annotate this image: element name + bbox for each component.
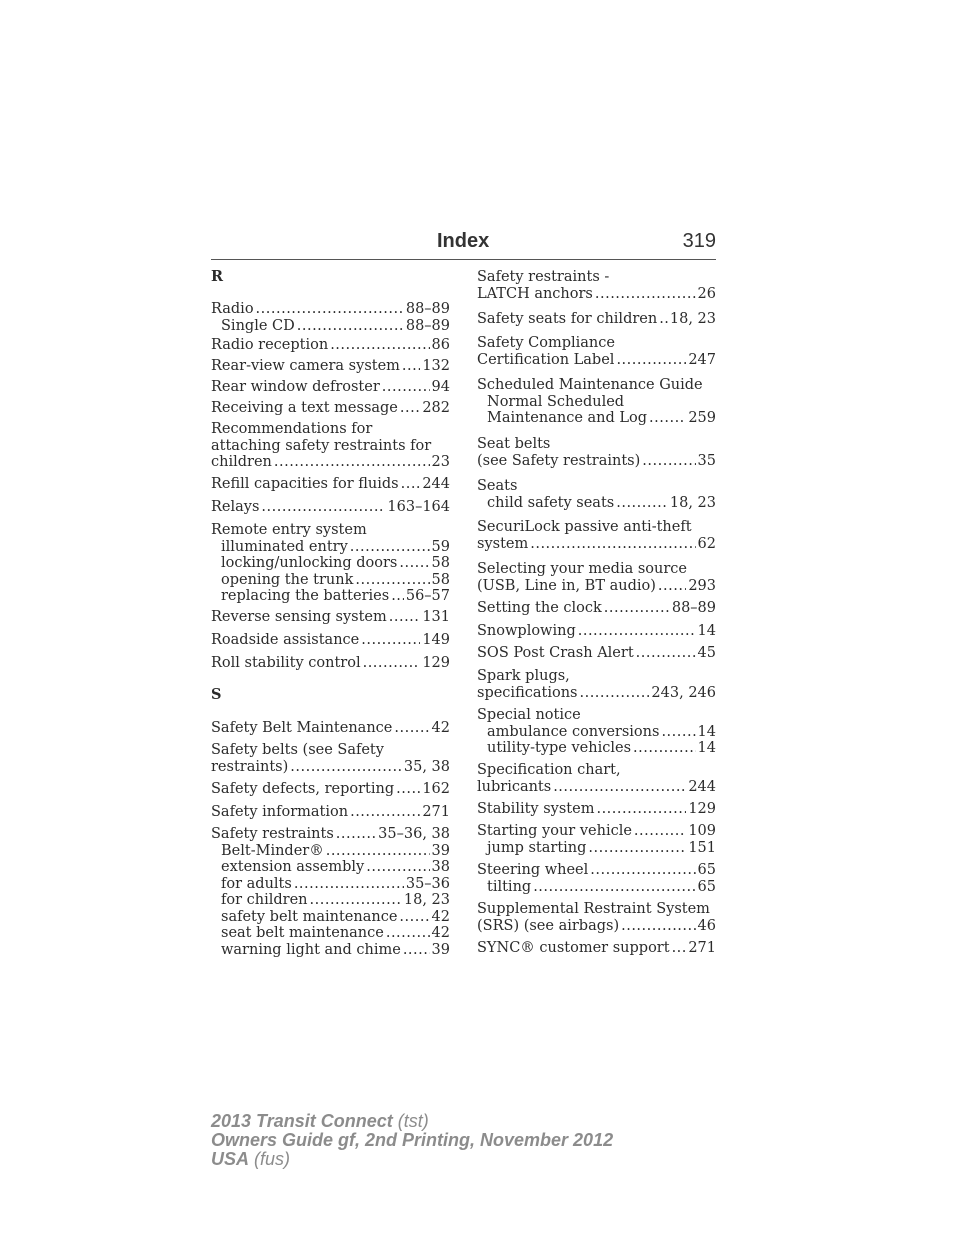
index-entry-line xyxy=(477,453,716,470)
page-reference: 129 xyxy=(422,655,450,671)
index-subentry-line xyxy=(211,876,450,893)
entry-text: illuminated entry xyxy=(221,538,348,555)
dot-leader xyxy=(649,410,686,427)
entry-text: Recommendations for xyxy=(211,421,373,437)
page-reference: 42 xyxy=(431,908,450,925)
index-entry-line xyxy=(477,685,716,702)
dot-leader xyxy=(256,301,404,318)
section-letter: S xyxy=(211,686,222,703)
page-reference: 35, 38 xyxy=(403,758,450,775)
dot-leader xyxy=(659,311,668,328)
entry-text: SOS Post Crash Alert xyxy=(477,645,634,661)
index-entry-line xyxy=(477,286,716,303)
page-reference: 14 xyxy=(697,740,716,756)
dot-leader xyxy=(297,318,404,335)
page-reference: 26 xyxy=(697,285,716,302)
dot-leader xyxy=(394,720,429,737)
index-entry-line xyxy=(477,578,716,595)
entry-text: Receiving a text message xyxy=(211,400,398,416)
index-entry xyxy=(477,762,716,795)
index-entry xyxy=(477,940,716,957)
page-reference: 42 xyxy=(431,925,450,941)
index-entry-line xyxy=(477,478,716,495)
dot-leader xyxy=(330,337,429,354)
index-entry-line xyxy=(477,436,716,453)
entry-text: Normal Scheduled xyxy=(487,393,625,410)
section-letter: R xyxy=(211,268,224,285)
entry-text: Reverse sensing system xyxy=(211,609,387,625)
page-reference: 282 xyxy=(422,400,450,416)
dot-leader xyxy=(355,572,429,589)
index-entry-line xyxy=(477,707,716,724)
entry-text: Setting the clock xyxy=(477,600,602,616)
index-entry xyxy=(211,655,450,672)
entry-text: opening the trunk xyxy=(221,571,354,588)
page-reference: 18, 23 xyxy=(669,311,716,327)
page-reference: 86 xyxy=(431,337,450,353)
dot-leader xyxy=(604,600,670,617)
entry-text: specifications xyxy=(477,684,578,701)
entry-text: ambulance conversions xyxy=(487,723,660,740)
page-header xyxy=(211,229,716,260)
page-reference: 58 xyxy=(431,571,450,588)
entry-text: (USB, Line in, BT audio) xyxy=(477,577,656,594)
index-entry xyxy=(211,609,450,626)
index-entry-line xyxy=(211,476,450,493)
dot-leader xyxy=(399,909,429,926)
index-entry-line xyxy=(477,762,716,779)
dot-leader xyxy=(658,578,686,595)
index-entry-line xyxy=(477,352,716,369)
dot-leader xyxy=(361,632,420,649)
index-entry xyxy=(211,804,450,821)
page-reference: 247 xyxy=(688,351,716,368)
dot-leader xyxy=(294,876,404,893)
dot-leader xyxy=(290,759,402,776)
dot-leader xyxy=(400,400,420,417)
index-entry-line xyxy=(211,655,450,672)
entry-text: Certification Label xyxy=(477,351,615,368)
index-entry-line xyxy=(211,379,450,396)
index-entry xyxy=(477,600,716,617)
dot-leader xyxy=(382,379,430,396)
dot-leader xyxy=(533,879,695,896)
entry-text: Special notice xyxy=(477,707,581,723)
page-reference: 23 xyxy=(431,454,450,470)
index-entry xyxy=(477,901,716,934)
dot-leader xyxy=(402,358,420,375)
index-entry-line xyxy=(477,335,716,352)
index-subentry-line xyxy=(211,539,450,556)
dot-leader xyxy=(553,779,686,796)
entry-text: Safety seats for children xyxy=(477,311,658,327)
dot-leader xyxy=(350,539,430,556)
index-subentry-line xyxy=(211,925,450,942)
index-entry-line xyxy=(477,536,716,553)
page-reference: 18, 23 xyxy=(403,892,450,908)
index-entry-line xyxy=(477,901,716,918)
index-entry xyxy=(211,476,450,493)
entry-text: seat belt maintenance xyxy=(221,925,384,941)
entry-text: Spark plugs, xyxy=(477,668,570,684)
dot-leader xyxy=(396,781,420,798)
entry-text: Rear-view camera system xyxy=(211,358,400,374)
index-entry-line xyxy=(211,804,450,821)
footer-line-2: Owners Guide gf, 2nd Printing, November 2012 xyxy=(211,1130,614,1150)
entry-text: Radio xyxy=(211,301,254,317)
index-entry-line xyxy=(211,742,450,759)
page-reference: 151 xyxy=(688,839,716,856)
dot-leader xyxy=(391,588,404,605)
entry-text: attaching safety restraints for xyxy=(211,437,432,454)
page-reference: 88–89 xyxy=(405,301,450,317)
page-reference: 35 xyxy=(697,452,716,469)
page-reference: 14 xyxy=(697,723,716,740)
entry-text: Starting your vehicle xyxy=(477,823,632,839)
entry-text: Selecting your media source xyxy=(477,561,687,577)
entry-text: warning light and chime xyxy=(221,941,401,958)
index-entry-line xyxy=(477,561,716,578)
index-entry-line xyxy=(211,759,450,776)
dot-leader xyxy=(310,892,402,909)
page-reference: 243, 246 xyxy=(651,684,716,701)
entry-text: Seat belts xyxy=(477,436,551,452)
dot-leader xyxy=(672,940,687,957)
index-entry-line xyxy=(211,826,450,843)
dot-leader xyxy=(590,862,695,879)
index-entry xyxy=(211,826,450,958)
entry-text: for children xyxy=(221,892,308,908)
index-entry-line xyxy=(211,301,450,318)
index-subentry-line xyxy=(477,879,716,896)
dot-leader xyxy=(595,286,696,303)
page-number: 319 xyxy=(682,230,716,252)
index-entry xyxy=(211,742,450,775)
page-reference: 42 xyxy=(431,720,450,736)
page-reference: 88–89 xyxy=(405,317,450,334)
dot-leader xyxy=(366,859,429,876)
page-reference: 58 xyxy=(431,555,450,571)
entry-text: tilting xyxy=(487,878,532,895)
dot-leader xyxy=(636,645,696,662)
index-entry xyxy=(211,358,450,375)
index-entry xyxy=(211,421,450,471)
page-reference: 88–89 xyxy=(671,600,716,616)
page-reference: 39 xyxy=(431,842,450,859)
entry-text: jump starting xyxy=(487,839,587,856)
page-reference: 59 xyxy=(431,538,450,555)
entry-text: Steering wheel xyxy=(477,862,589,878)
page-reference: 109 xyxy=(688,823,716,839)
index-entry-line xyxy=(211,522,450,539)
page-title: Index xyxy=(437,230,490,252)
entry-text: LATCH anchors xyxy=(477,285,593,302)
entry-text: Seats xyxy=(477,478,518,494)
index-entry xyxy=(477,519,716,552)
page-reference: 18, 23 xyxy=(669,494,716,511)
index-entry-line xyxy=(477,519,716,536)
index-subentry-line xyxy=(211,892,450,909)
dot-leader xyxy=(326,843,430,860)
index-subentry-line xyxy=(211,318,450,335)
index-entry-line xyxy=(477,940,716,957)
page-reference: 163–164 xyxy=(387,499,450,515)
entry-text: Specification chart, xyxy=(477,762,621,778)
page-reference: 39 xyxy=(431,941,450,958)
entry-text: Scheduled Maintenance Guide xyxy=(477,377,703,393)
dot-leader xyxy=(634,823,686,840)
page-reference: 259 xyxy=(688,410,716,426)
index-subentry-line xyxy=(211,942,450,959)
dot-leader xyxy=(261,499,385,516)
index-subentry-line xyxy=(477,724,716,741)
index-entry xyxy=(477,801,716,818)
entry-text: children xyxy=(211,454,272,470)
index-entry xyxy=(211,499,450,516)
page-reference: 35–36, 38 xyxy=(378,826,450,842)
index-entry-line xyxy=(477,377,716,394)
page-reference: 271 xyxy=(688,940,716,956)
entry-text: (see Safety restraints) xyxy=(477,452,641,469)
entry-text: Radio reception xyxy=(211,337,329,353)
page-footer xyxy=(211,1112,613,1169)
index-entry xyxy=(477,561,716,594)
dot-leader xyxy=(399,555,429,572)
entry-text: child safety seats xyxy=(487,494,615,511)
entry-text: system xyxy=(477,535,529,552)
index-entry-line xyxy=(211,421,450,438)
entry-text: Rear window defroster xyxy=(211,379,380,395)
page-reference: 293 xyxy=(688,577,716,594)
entry-text: replacing the batteries xyxy=(221,588,390,604)
entry-text: Safety information xyxy=(211,804,349,820)
index-entry xyxy=(477,823,716,856)
index-entry-line xyxy=(477,600,716,617)
entry-text: for adults xyxy=(221,875,292,892)
index-entry xyxy=(477,623,716,640)
page-reference: 244 xyxy=(422,476,450,492)
index-entry-line xyxy=(477,311,716,328)
index-entry xyxy=(477,335,716,368)
page-reference: 129 xyxy=(688,801,716,817)
page-reference: 56–57 xyxy=(405,588,450,604)
dot-leader xyxy=(363,655,421,672)
page-reference: 94 xyxy=(431,379,450,395)
page-reference: 132 xyxy=(422,358,450,374)
entry-text: Roadside assistance xyxy=(211,632,360,648)
dot-leader xyxy=(274,454,430,471)
dot-leader xyxy=(621,918,695,935)
dot-leader xyxy=(616,495,668,512)
entry-text: Remote entry system xyxy=(211,522,367,538)
index-entry-line xyxy=(477,779,716,796)
dot-leader xyxy=(661,724,695,741)
index-entry xyxy=(477,707,716,757)
index-entry xyxy=(211,379,450,396)
index-subentry-line xyxy=(477,840,716,857)
index-entry xyxy=(211,301,450,334)
dot-leader xyxy=(530,536,695,553)
index-entry xyxy=(477,862,716,895)
entry-text: Safety restraints - xyxy=(477,269,610,285)
index-subentry-line xyxy=(477,394,716,411)
index-entry xyxy=(477,311,716,328)
index-entry-line xyxy=(477,823,716,840)
index-entry xyxy=(477,269,716,302)
entry-text: SYNC® customer support xyxy=(477,940,670,956)
page-reference: 62 xyxy=(697,535,716,552)
dot-leader xyxy=(350,804,420,821)
entry-text: Roll stability control xyxy=(211,655,361,671)
index-entry-line xyxy=(211,781,450,798)
dot-leader xyxy=(588,840,686,857)
entry-text: Supplemental Restraint System xyxy=(477,901,710,917)
index-entry xyxy=(211,632,450,649)
entry-text: locking/unlocking doors xyxy=(221,555,398,571)
index-entry-line xyxy=(211,720,450,737)
page-reference: 244 xyxy=(688,778,716,795)
index-entry-line xyxy=(477,269,716,286)
dot-leader xyxy=(642,453,695,470)
page-reference: 149 xyxy=(422,632,450,648)
index-entry-line xyxy=(477,668,716,685)
index-subentry-line xyxy=(211,909,450,926)
index-entry xyxy=(477,436,716,469)
index-subentry-line xyxy=(477,495,716,512)
dot-leader xyxy=(579,685,649,702)
page-reference: 45 xyxy=(697,645,716,661)
footer-line-3: USA (fus) xyxy=(211,1149,291,1169)
index-entry-line xyxy=(211,454,450,471)
index-entry-line xyxy=(211,609,450,626)
index-subentry-line xyxy=(211,588,450,605)
index-entry-line xyxy=(477,645,716,662)
page-reference: 131 xyxy=(422,609,450,625)
dot-leader xyxy=(633,740,696,757)
index-entry xyxy=(477,377,716,427)
page-reference: 271 xyxy=(422,804,450,820)
entry-text: Safety belts (see Safety xyxy=(211,742,384,758)
index-entry xyxy=(477,668,716,701)
page-reference: 38 xyxy=(431,859,450,875)
page-reference: 65 xyxy=(697,878,716,895)
index-subentry-line xyxy=(211,572,450,589)
index-entry xyxy=(477,478,716,511)
entry-text: Safety Compliance xyxy=(477,335,615,351)
entry-text: Relays xyxy=(211,499,260,515)
index-entry-line xyxy=(477,801,716,818)
dot-leader xyxy=(336,826,376,843)
page-reference: 35–36 xyxy=(405,875,450,892)
index-subentry-line xyxy=(211,859,450,876)
entry-text: safety belt maintenance xyxy=(221,908,398,925)
entry-text: Refill capacities for fluids xyxy=(211,476,399,492)
index-subentry-line xyxy=(211,555,450,572)
dot-leader xyxy=(616,352,686,369)
index-entry xyxy=(211,400,450,417)
entry-text: (SRS) (see airbags) xyxy=(477,917,620,934)
dot-leader xyxy=(389,609,421,626)
entry-text: Safety Belt Maintenance xyxy=(211,720,393,736)
entry-text: Safety restraints xyxy=(211,826,334,842)
index-entry-line xyxy=(211,337,450,354)
index-entry-line xyxy=(211,400,450,417)
dot-leader xyxy=(403,942,430,959)
entry-text: SecuriLock passive anti-theft xyxy=(477,519,692,535)
page-reference: 162 xyxy=(422,781,450,797)
index-entry-line xyxy=(211,499,450,516)
entry-text: Belt-Minder® xyxy=(221,842,324,859)
footer-line-1: 2013 Transit Connect (tst) xyxy=(211,1111,429,1131)
index-entry-line xyxy=(477,918,716,935)
index-entry-line xyxy=(477,623,716,640)
entry-text: lubricants xyxy=(477,778,552,795)
index-subentry-line xyxy=(477,740,716,757)
dot-leader xyxy=(596,801,686,818)
index-entry xyxy=(211,337,450,354)
page-reference: 14 xyxy=(697,623,716,639)
index-entry-line xyxy=(211,358,450,375)
entry-text: extension assembly xyxy=(221,859,365,875)
entry-text: Safety defects, reporting xyxy=(211,781,395,797)
entry-text: Stability system xyxy=(477,801,595,817)
index-entry-line xyxy=(211,632,450,649)
index-subentry-line xyxy=(477,410,716,427)
dot-leader xyxy=(401,476,421,493)
page-reference: 65 xyxy=(697,862,716,878)
index-entry-line xyxy=(477,862,716,879)
dot-leader xyxy=(578,623,696,640)
entry-text: Snowplowing xyxy=(477,623,576,639)
index-entry xyxy=(211,781,450,798)
index-entry-line xyxy=(211,438,450,455)
index-entry xyxy=(211,522,450,605)
page-reference: 46 xyxy=(697,917,716,934)
index-entry xyxy=(477,645,716,662)
dot-leader xyxy=(386,925,430,942)
index-entry xyxy=(211,720,450,737)
entry-text: Single CD xyxy=(221,317,295,334)
entry-text: Maintenance and Log xyxy=(487,410,648,426)
entry-text: restraints) xyxy=(211,758,289,775)
index-subentry-line xyxy=(211,843,450,860)
entry-text: utility-type vehicles xyxy=(487,740,632,756)
